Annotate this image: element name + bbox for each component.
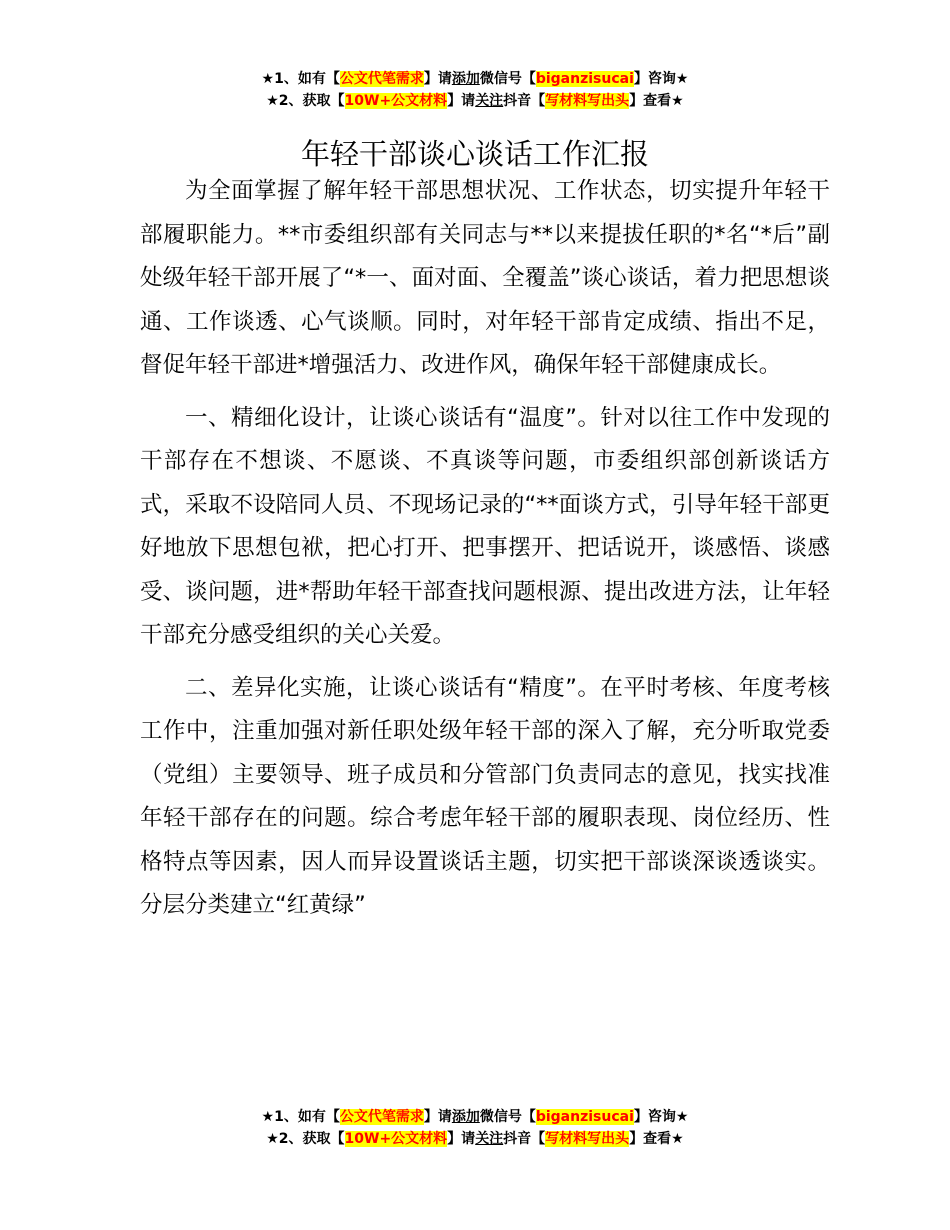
paragraph: 二、差异化实施，让谈心谈话有“精度”。在平时考核、年度考核工作中，注重加强对新任职处级年轻干部的深入了解，充分听取党委（党组）主要领导、班子成员和分管部门负责同志的意见，找实找准年轻干部存在的问题。综合考虑年轻干部的履职表现、岗位经历、性格特点等因素，因人而异设置谈话主题，切实把干部谈深谈透谈实。分层分类建立“红黄绿” — [140, 674, 830, 918]
banner-highlight: 10W+公文材料 — [344, 1131, 448, 1147]
paragraph: 一、精细化设计，让谈心谈话有“温度”。针对以往工作中发现的干部存在不想谈、不愿谈、不真谈等问题，市委组织部创新谈话方式，采取不设陪同人员、不现场记录的“**面谈方式，引导年轻干部更好地放下思想包袱，把心打开、把事摆开、把话说开，谈感悟、谈感受、谈问题，进*帮助年轻干部查找问题根源、提出改进方法，让年轻干部充分感受组织的关心关爱。 — [140, 404, 830, 648]
document-body — [140, 170, 830, 928]
header-banner — [0, 68, 950, 112]
banner-highlight: 写材料写出头 — [545, 1131, 630, 1147]
document-title: 年轻干部谈心谈话工作汇报 — [300, 137, 649, 172]
banner-highlight: 10W+公文材料 — [344, 93, 448, 109]
banner-highlight: 写材料写出头 — [545, 93, 630, 109]
banner-highlight: 公文代笔需求 — [339, 71, 424, 87]
banner-highlight: biganzisucai — [535, 71, 634, 87]
banner-line-2: ★2、获取【10W+公文材料】请关注抖音【写材料写出头】查看★ — [266, 1131, 684, 1147]
banner-highlight: 公文代笔需求 — [339, 1109, 424, 1125]
footer-banner — [0, 1106, 950, 1150]
banner-line-1: ★1、如有【公文代笔需求】请添加微信号【biganzisucai】咨询★ — [261, 71, 689, 87]
banner-line-2: ★2、获取【10W+公文材料】请关注抖音【写材料写出头】查看★ — [266, 93, 684, 109]
banner-line-1: ★1、如有【公文代笔需求】请添加微信号【biganzisucai】咨询★ — [261, 1109, 689, 1125]
paragraph: 为全面掌握了解年轻干部思想状况、工作状态，切实提升年轻干部履职能力。**市委组织部有关同志与**以来提拔任职的*名“*后”副处级年轻干部开展了“*一、面对面、全覆盖”谈心谈话，着力把思想谈通、工作谈透、心气谈顺。同时，对年轻干部肯定成绩、指出不足，督促年轻干部进*增强活力、改进作风，确保年轻干部健康成长。 — [140, 178, 830, 378]
banner-highlight: biganzisucai — [535, 1109, 634, 1125]
